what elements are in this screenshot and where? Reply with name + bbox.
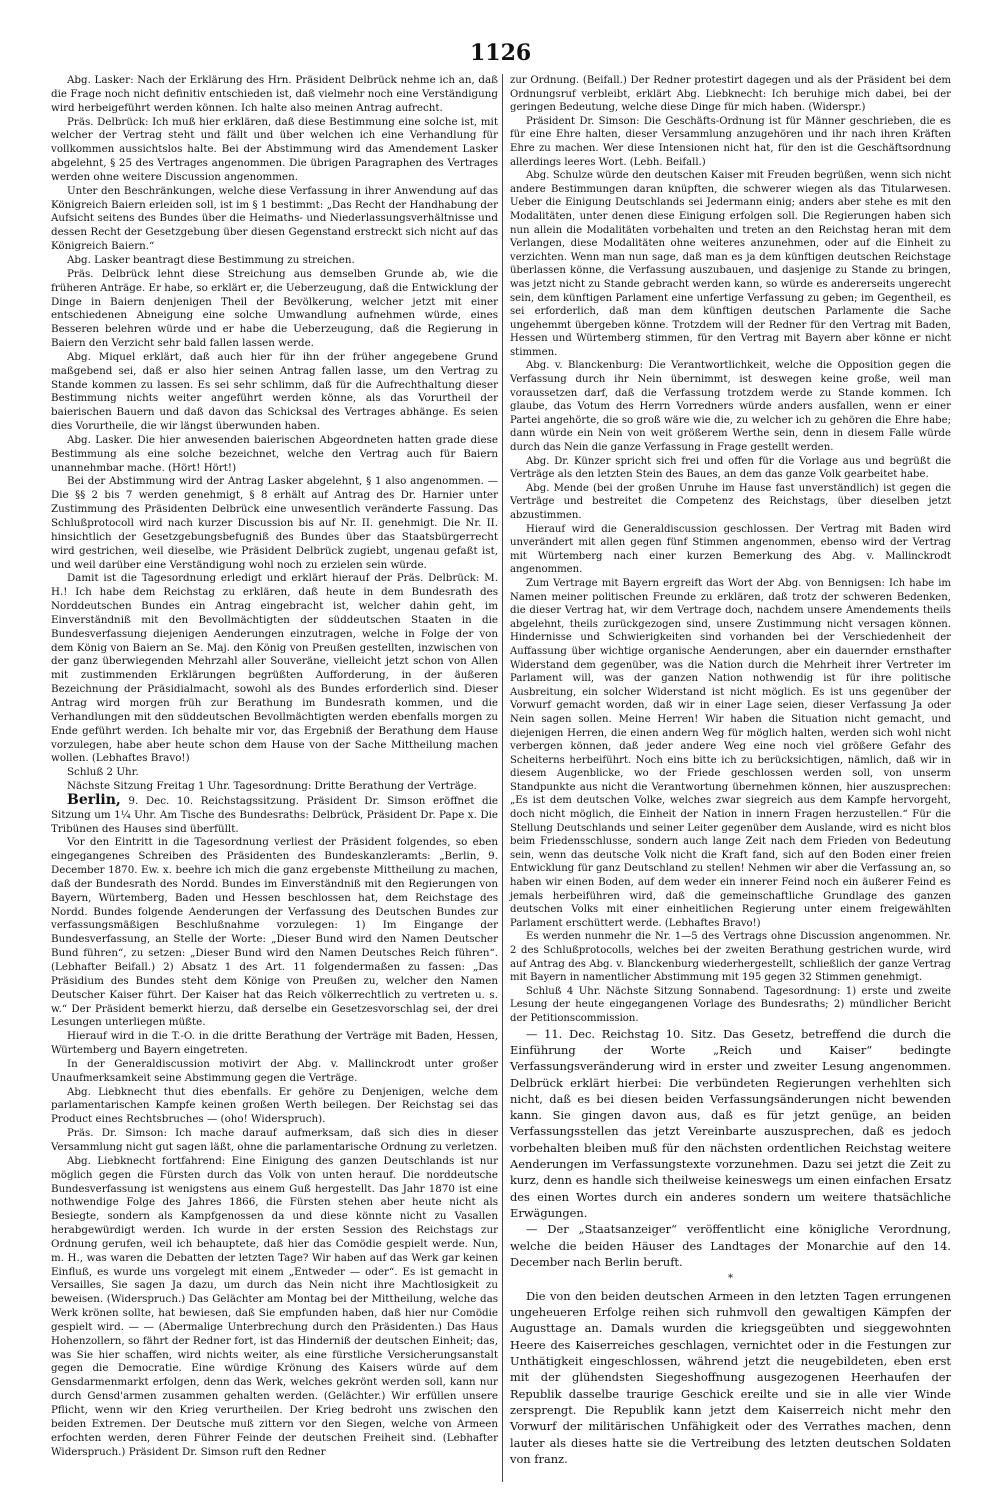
paragraph xyxy=(51,766,498,780)
paragraph xyxy=(510,482,951,523)
paragraph-text: Hierauf wird die Generaldiscussion geschlossen. Der Vertrag mit Baden wird unverändert mit allen gegen fünf Stimmen angenommen, ebenso wird der Vertrag mit Würtemberg nach einer kurzen Bemerkung des Abg. v. Mallinckrodt angenommen. xyxy=(510,523,951,576)
paragraph-text: Abg. Liebknecht fortfahrend: Eine Einigung des ganzen Deutschlands ist nur möglich gegen die Fürsten durch das Volk von unten herauf. Die norddeutsche Bundesverfassung ist wenigstens aus einem Guß hergestellt. Das Jahr 1870 ist eine nothwendige Folge des Jahres 1866, die Fürsten stehen aber heute nicht als Besiegte, sondern als Kampfgenossen da und diese könnte nicht zu Vasallen herabgewürdigt werden. Ich wurde in der ersten Session des Reichstags zur Ordnung gerufen, weil ich behauptete, daß hier das Comödie gespielt werde. Nun, m. H., was waren die Debatten der letzten Tage? Wir haben auf das Werk gar keinen Einfluß, es wurde uns vorgelegt mit einem „Entweder — oder“. Es ist gemacht in Versailles, Sie sagen Ja dazu, um durch das Nein nicht ihre Machtlosigkeit zu beweisen. (Widerspruch.) Das Gelächter am Montag bei der Mittheilung, welche das Werk krönen sollte, hat bewiesen, daß Sie empfunden haben, daß hier nur Comödie gespielt wird. — — (Abermalige Unterbrechung durch den Präsidenten.) Das Haus Hohenzollern, so fährt der Redner fort, ist das Hinderniß der deutschen Einheit; das, was Sie hier schaffen, wird nichts weiter, als eine fürstliche Versicherungsanstalt gegen die Democratie. Eine würdige Krönung des Kaisers würde auf dem Gensdarmenmarkt erfolgen, denn das Werk, welches gekrönt werden soll, kann nur durch Gensd'armen zusammen gehalten werden. (Gelächter.) Wir erfüllen unsere Pflicht, wenn wir den Krieg verurtheilen. Der Krieg bedroht uns zwischen den beiden Extremen. Der Deutsche muß zittern vor den Siegen, welche von Armeen erfochten werden, deren Führer Feinde der deutschen Freiheit sind. (Lebhafter Widerspruch.) Präsident Dr. Simson ruft den Redner xyxy=(51,1154,498,1458)
paragraph xyxy=(51,572,498,766)
paragraph-text: — Der „Staatsanzeiger“ veröffentlicht eine königliche Verordnung, welche die beiden Häuser des Landtages der Monarchie auf den 14. December nach Berlin beruft. xyxy=(510,1222,951,1269)
paragraph xyxy=(51,116,498,185)
paragraph-text: Präs. Delbrück lehnt diese Streichung aus demselben Grunde ab, wie die früheren Anträge. Er habe, so erklärt er, die Ueberzeugung, daß die Entwicklung der Dinge in Baiern denjenigen Theil der Bevölkerung, welcher jetzt mit einer entschiedenen Abneigung eine solche Umwandlung aufnehmen würde, eines Besseren belehren würde und er habe die Ueberzeugung, daß die Regierung in Baiern den Verzicht sehr bald fallen lassen werde. xyxy=(51,267,498,350)
paragraph-text: Abg. Dr. Künzer spricht sich frei und offen für die Vorlage aus und begrüßt die Verträge als den letzten Stein des Baues, an dem das ganze Volk gearbeitet habe. xyxy=(510,455,951,481)
paragraph xyxy=(510,359,951,454)
paragraph xyxy=(510,577,951,930)
paragraph xyxy=(510,930,951,984)
paragraph xyxy=(51,836,498,1030)
paragraph-text: Abg. Miquel erklärt, daß auch hier für ihn der früher angegebene Grund maßgebend sei, daß er also hier seinen Antrag fallen lasse, um den Vertrag zu Stande kommen zu lassen. Es sei sehr schlimm, daß für die Aufrechthaltung dieser Bestimmung nichts weiter angeführt werden könne, als das Vorurtheil der baierischen Bauern und daß davon das Schicksal des Vertrages abhänge. Es seien dies Vorurtheile, die wir längst überwunden haben. xyxy=(51,350,498,433)
paragraph-text: Abg. Lasker. Die hier anwesenden baierischen Abgeordneten hatten grade diese Bestimmung als eine solche bezeichnet, welche den Vertrag auch für Baiern unannehmbar mache. (Hört! Hört!) xyxy=(51,433,498,474)
paragraph xyxy=(51,791,498,837)
paragraph xyxy=(510,1288,951,1467)
paragraph-text: Hierauf wird in die T.-O. in die dritte Berathung der Verträge mit Baden, Hessen, Würtemberg und Bayern eingetreten. xyxy=(51,1030,498,1057)
paragraph xyxy=(51,1155,498,1460)
paragraph-text: Abg. Lasker: Nach der Erklärung des Hrn. Präsident Delbrück nehme ich an, daß die Frage noch nicht definitiv entschieden ist, daß vielmehr noch eine Verständigung wird herbeigeführt werden können. Ich halte also meinen Antrag aufrecht. xyxy=(51,74,498,114)
paragraph-text: Abg. Lasker beantragt diese Bestimmung zu streichen. xyxy=(67,253,355,266)
paragraph xyxy=(51,1127,498,1155)
paragraph-text: Unter den Beschränkungen, welche diese Verfassung in ihrer Anwendung auf das Königreich Baiern erleiden soll, ist im § 1 bestimmt: „Das Recht der Handhabung der Aufsicht seitens des Bundes über die Heimaths- und Niederlassungsverhältnisse und dessen Recht der Gesetzgebung über diesen Gegenstand erstreckt sich nicht auf das Königreich Baiern.“ xyxy=(51,184,498,253)
paragraph xyxy=(51,1086,498,1128)
paragraph-text: — 11. Dec. Reichstag 10. Sitz. Das Gesetz, betreffend die durch die Einführung der Worte „Reich und Kaiser“ bedingte Verfassungsveränderung wird in erster und zweiter Lesung angenommen. Delbrück erklärt hierbei: Die verbündeten Regierungen verhehlten sich nicht, daß es bei diesen beiden Verfassungsänderungen nicht bewenden kann. Sie gingen davon aus, daß es für jetzt genüge, an beiden Verfassungsstellen das jetzt Vereinbarte auszusprechen, daß es jedoch vorbehalten bleiben muß für den nächsten ordentlichen Reichstag weitere Aenderungen im Verfassungstexte vorzunehmen. Dazu sei jetzt die Zeit zu kurz, denn es handle sich theilweise keineswegs um einen einfachen Ersatz des einen Wortes durch ein anderes sondern um weitere thatsächliche Erwägungen. xyxy=(510,1026,951,1220)
paragraph-text: Vor den Eintritt in die Tagesordnung verliest der Präsident folgendes, so eben eingegangenes Schreiben des Präsidenten des Bundeskanzleramts: „Berlin, 9. December 1870. Ew. x. beehre ich mich die ganz ergebenste Mittheilung zu machen, daß der Bundesrath des Nordd. Bundes im Einverständniß mit den Regierungen von Bayern, Würtemberg, Baden und Hessen beschlossen hat, dem Reichstage des Nordd. Bundes folgende Aenderungen der Verfassung des Deutschen Bundes zur verfassungsmäßigen Beschlußnahme vorzulegen: 1) Im Eingange der Bundesverfassung, an Stelle der Worte: „Dieser Bund wird den Namen Deutscher Bund führen“, zu setzen: „Dieser Bund wird den Namen Deutsches Reich führen“. (Lebhafter Beifall.) 2) Absatz 1 des Art. 11 folgendermaßen zu fassen: „Das Präsidium des Bundes steht dem Könige von Preußen zu, welcher den Namen Deutscher Kaiser führt. Der Kaiser hat das Reich völkerrechtlich zu vertreten u. s. w.“ Der Präsident bemerkt hierzu, daß derselbe ein Gesetzesvorschlag sei, der drei Lesungen unterliegen müßte. xyxy=(51,836,498,1029)
paragraph xyxy=(51,434,498,476)
paragraph xyxy=(51,268,498,351)
paragraph xyxy=(510,1221,951,1270)
paragraph xyxy=(510,115,951,169)
paragraph-text: Abg. Mende (bei der großen Unruhe im Hause fast unverständlich) ist gegen die Verträge und bestreitet die Competenz des Reichstags, über dieselben jetzt abzustimmen. xyxy=(510,482,951,521)
paragraph-text: Schluß 2 Uhr. xyxy=(67,766,139,779)
paragraph xyxy=(510,455,951,482)
right-column xyxy=(510,74,951,1467)
paragraph-text: Abg. Schulze würde den deutschen Kaiser mit Freuden begrüßen, wenn sich nicht andere Bestimmungen daran knüpften, die schwerer wiegen als das Titularwesen. Ueber die Einigung Deutschlands sei Jedermann einig; anders aber stehe es mit den Modalitäten, unter denen diese Einigung erfolgen soll. Die Regierungen haben sich nun allein die Modalitäten vorbehalten und treten an den Reichstag heran mit dem Verlangen, diese Modalitäten ohne weiteres anzunehmen, oder auf die Einheit zu verzichten. Wenn man nun sage, daß man es ja dem künftigen deutschen Reichstage überlassen könne, die Verfassung auszubauen, und dasjenige zu Stande zu bringen, was jetzt nicht zu Stande gebracht werden kann, so würde es andererseits ungerecht sein, dem künftigen Parlament eine unfertige Verfassung zu geben; im Gegentheil, es sei erforderlich, daß man dem künftigen deutschen Parlamente die Sache ungehemmt übergeben könne. Trotzdem will der Redner für den Vertrag mit Baden, Hessen und Würtemberg stimmen, für den Vertrag mit Bayern aber könne er nicht stimmen. xyxy=(510,170,951,358)
page-number: 1126 xyxy=(470,40,532,66)
paragraph-text: 9. Dec. 10. Reichstagssitzung. Präsident Dr. Simson eröffnet die Sitzung um 1¼ Uhr. Am Tische des Bundesraths: Delbrück, Präsident Dr. Pape x. Die Tribünen des Hauses sind überfüllt. xyxy=(51,794,498,835)
paragraph xyxy=(510,985,951,1026)
paragraph xyxy=(51,254,498,268)
paragraph-text: zur Ordnung. (Beifall.) Der Redner protestirt dagegen und als der Präsident bei dem Ordnungsruf verbleibt, erklärt Abg. Liebknecht: Ich beruhige mich dabei, bei der geringen Bedeutung, welche diese Dinge für mich haben. (Widerspr.) xyxy=(510,75,951,114)
paragraph xyxy=(510,169,951,359)
paragraph-text: Präs. Delbrück: Ich muß hier erklären, daß diese Bestimmung eine solche ist, mit welcher der Vertrag steht und fällt und über welchen ich eine Verhandlung für vollkommen aussichtslos halte. Bei der Abstimmung wird das Amendement Lasker abgelehnt, § 25 des Vertrages angenommen. Die übrigen Paragraphen des Vertrages werden ohne weitere Discussion angenommen. xyxy=(51,115,498,183)
paragraph-text: Bei der Abstimmung wird der Antrag Lasker abgelehnt, § 1 also angenommen. — Die §§ 2 bis 7 werden genehmigt, § 8 erhält auf Antrag des Dr. Harnier unter Zustimmung des Präsidenten Delbrück eine unwesentlich veränderte Fassung. Das Schlußprotocoll wird nach kurzer Discussion bis auf Nr. II. genehmigt. Die Nr. II. hinsichtlich der Gesetzgebungsbefugniß des Bundes über das Staatsbürgerrecht wird gestrichen, weil dieselbe, wie Präsident Delbrück zugiebt, ungenau gefaßt ist, und weil darüber eine Verständigung wohl noch zu erzielen sein würde. xyxy=(51,475,498,571)
paragraph-text: In der Generaldiscussion motivirt der Abg. v. Mallinckrodt unter großer Unaufmerksamkeit seine Abstimmung gegen die Verträge. xyxy=(51,1057,498,1084)
paragraph xyxy=(510,74,951,115)
paragraph xyxy=(510,1026,951,1222)
paragraph-text: Abg. Liebknecht thut dies ebenfalls. Er gehöre zu Denjenigen, welche dem parlamentarischen Kampfe keinen großen Werth beilegen. Der Reichstag sei das Product eines Rechtsbruches — (oho! Widerspruch). xyxy=(51,1085,498,1126)
paragraph xyxy=(510,1272,951,1286)
paragraph xyxy=(51,351,498,434)
paragraph-text: Abg. v. Blanckenburg: Die Verantwortlichkeit, welche die Opposition gegen die Verfassung durch ihr Nein übernimmt, ist deswegen keine große, weil man voraussetzen darf, daß die Verfassung trotzdem werde zu Stande kommen. Ich glaube, das Votum des Herrn Vorredners würde anders ausfallen, wenn er einer Partei angehörte, die so groß wäre wie die, zu welcher ich zu gehören die Ehre habe; dann würde ein Nein von weit größerem Werthe sein, denn in diesem Falle würde durch das Nein die ganze Verfassung in Frage gestellt werden. xyxy=(510,360,951,454)
paragraph-text: Nächste Sitzung Freitag 1 Uhr. Tagesordnung: Dritte Berathung der Verträge. xyxy=(67,780,477,793)
column-divider xyxy=(502,74,503,1482)
paragraph-text: Präsident Dr. Simson: Die Geschäfts-Ordnung ist für Männer geschrieben, die es für eine Ehre halten, dieser Versammlung anzugehören und ihr nach ihren Kräften Ehre zu machen. Wer diese Intensionen nicht hat, für den ist die Geschäftsordnung allerdings leeres Wort. (Lebh. Beifall.) xyxy=(510,115,951,168)
paragraph-text: * xyxy=(728,1273,733,1285)
paragraph xyxy=(51,1030,498,1058)
paragraph-text: Zum Vertrage mit Bayern ergreift das Wort der Abg. von Bennigsen: Ich habe im Namen meiner politischen Freunde zu erklären, daß trotz der schweren Bedenken, die dieser Vertrag hat, wir dem Vertrage doch, nachdem unsere Amendements theils abgelehnt, theils zurückgezogen sind, unsere Zustimmung nicht versagen können. Hindernisse und Schwierigkeiten sind vorhanden bei der Verschiedenheit der Auffassung über wichtige organische Aenderungen, aber ein dauernder ernsthafter Widerstand dem gegenüber, was die Nation durch die Mehrheit ihrer Vertreter im Parlament will, was der ganzen Nation nothwendig ist für ihre politische Ausbreitung, ein solcher Widerstand ist nicht möglich. Es ist uns gegenüber der Vorwurf gemacht worden, daß wir in einer Lage seien, dieser Verfassung Ja oder Nein sagen sollen. Meine Herren! Wir haben die Situation nicht gemacht, und diejenigen Herren, die einen andern Weg für möglich halten, werden sich wohl nicht verbergen können, daß jeder andere Weg eine noch viel größere Gefahr des Scheiterns herbeiführt. Noch eins bitte ich zu berücksichtigen, nämlich, daß wir in diesem Augenblicke, wo der Friede geschlossen werden soll, von unserm Standpunkte aus nicht die Verantwortung übernehmen können, hier auszusprechen: „Es ist dem deutschen Volke, welches zwar siegreich aus dem Kampfe hervorgeht, doch nicht möglich, die Einheit der Nation in innern Fragen herzustellen.“ Für die Stellung Deutschlands und seiner Leiter gegenüber dem Auslande, wird es nicht blos beim Friedensschlusse, sondern auch lange Zeit nach dem Frieden von Bedeutung sein, wenn das deutsche Volk nicht die Kraft fand, sich auf den Boden einer freien Entwicklung für ganz Deutschland zu stellen! Nehmen wir aber die Verfassung an, so haben wir einen Boden, auf dem weder ein innerer Feind noch ein äußerer Feind es jemals herbeiführen wird, daß die gemeinschaftliche Grundlage des ganzen deutschen Volks mit einer einheitlichen Regierung unter einem freigewählten Parlament erschüttert werde. (Lebhaftes Bravo!) xyxy=(510,577,951,929)
paragraph-text: Die von den beiden deutschen Armeen in den letzten Tagen errungenen ungeheueren Erfolge reihen sich ruhmvoll den gewaltigen Kämpfen der Augusttage an. Damals wurden die kriegsgeübten und sieggewohnten Heere des Kaiserreiches geschlagen, vernichtet oder in die Festungen zur Unthätigkeit eingeschlossen, während jetzt die neugebildeten, eben erst mit der glühendsten Siegeshoffnung ausgezogenen Heerhaufen der Republik dasselbe traurige Geschick ereilte und sie in alle vier Winde zersprengt. Die Republik kann jetzt dem Kaiserreich nicht mehr den Vorwurf der militärischen Unfähigkeit oder des Verrathes machen, denn lauter als dieses hatte sie die Vertreibung des letzten deutschen Soldaten von franz. xyxy=(510,1288,951,1466)
dateline: Berlin, xyxy=(67,791,121,808)
paragraph xyxy=(51,185,498,254)
left-column xyxy=(51,74,498,1459)
paragraph xyxy=(510,523,951,577)
paragraph xyxy=(51,475,498,572)
paragraph-text: Schluß 4 Uhr. Nächste Sitzung Sonnabend. Tagesordnung: 1) erste und zweite Lesung der heute eingegangenen Vorlage des Bundesraths; 2) mündlicher Bericht der Petitionscommission. xyxy=(510,985,951,1024)
paragraph xyxy=(51,74,498,116)
paragraph-text: Damit ist die Tagesordnung erledigt und erklärt hierauf der Präs. Delbrück: M. H.! Ich habe dem Reichstag zu erklären, daß heute in dem Bundesrath des Norddeutschen Bundes ein Antrag eingebracht ist, welcher dahin geht, im Einverständniß mit den Bevollmächtigten der süddeutschen Staaten in die Bundesverfassung diejenigen Aenderungen einzutragen, welche in Folge der von dem König von Baiern an Se. Maj. den König von Preußen gestellten, inzwischen von der ganz überwiegenden Mehrzahl aller Souveräne, vielleicht jetzt schon von Allen mit zustimmenden Erklärungen begrüßten Aufforderung, in der äußeren Bezeichnung der Präsidialmacht, sowohl als des Bundes erforderlich sind. Dieser Antrag wird morgen früh zur Berathung im Bundesrath kommen, und die Verhandlungen mit den süddeutschen Bevollmächtigten werden ebenfalls morgen zu Ende geführt werden. Ich behalte mir vor, das Ergebniß der Berathung dem Hause vorzulegen, habe aber heute schon dem Hause von der Sache Mittheilung machen wollen. (Lebhaftes Bravo!) xyxy=(51,572,498,765)
paragraph-text: Es werden nunmehr die Nr. 1—5 des Vertrags ohne Discussion angenommen. Nr. 2 des Schlußprotocolls, welches bei der zweiten Berathung gestrichen wurde, wird auf Antrag des Abg. v. Blanckenburg wiederhergestellt, schließlich der ganze Vertrag mit Bayern in namentlicher Abstimmung mit 195 gegen 32 Stimmen genehmigt. xyxy=(510,931,951,984)
paragraph xyxy=(51,1058,498,1086)
paragraph-text: Präs. Dr. Simson: Ich mache darauf aufmerksam, daß sich dies in dieser Versammlung nicht gut sagen läßt, ohne die parlamentarische Ordnung zu verletzen. xyxy=(51,1127,498,1153)
